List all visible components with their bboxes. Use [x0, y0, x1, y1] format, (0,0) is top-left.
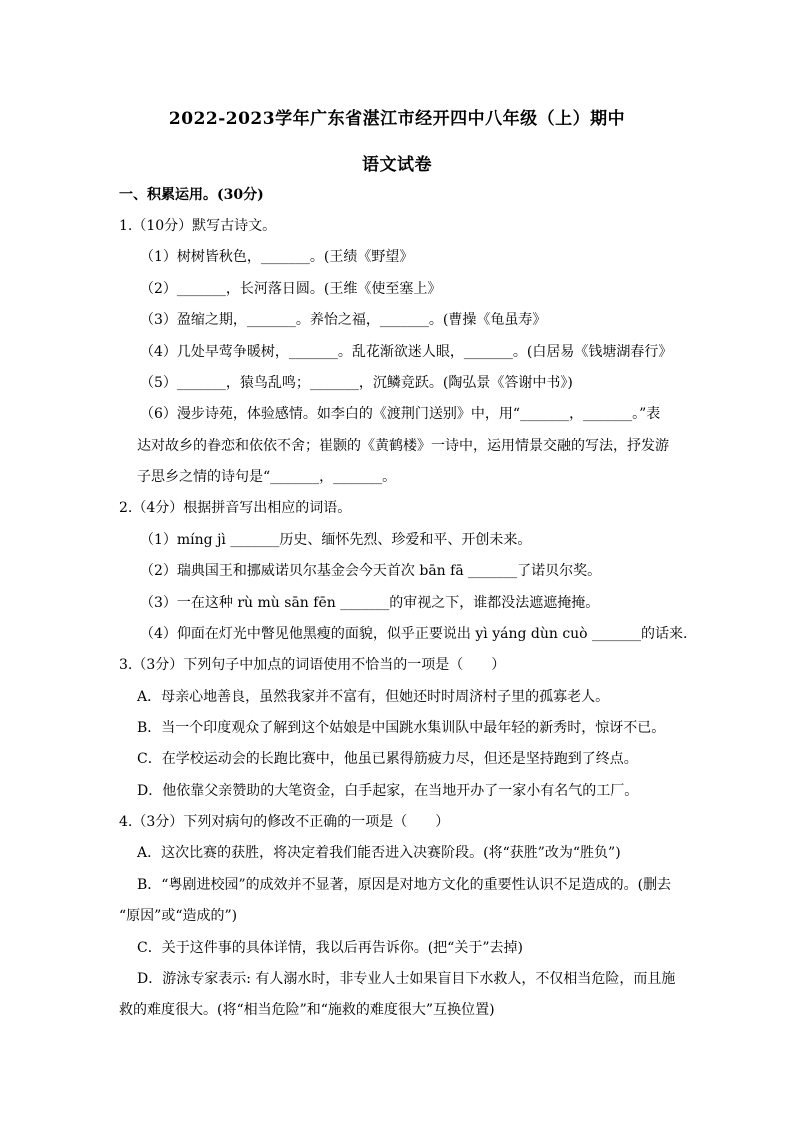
question-4-option-d: D．游泳专家表示: 有人溺水时，非专业人士如果盲目下水救人，不仅相当危险，而且施 — [137, 971, 676, 987]
question-2-item: （4）仰面在灯光中瞥见他黑瘦的面貌，似乎正要说出 yì yáng dùn cuò _______的话来. — [140, 626, 688, 642]
question-3-option-b: B．当一个印度观众了解到这个姑娘是中国跳水集训队中最年轻的新秀时，惊讶不已。 — [137, 720, 666, 736]
section-heading: 一、积累运用。(30分) — [119, 187, 264, 203]
question-4-option-c: C．关于这件事的具体详情，我以后再告诉你。(把“关于”去掉) — [137, 940, 523, 956]
question-1-item-cont: 子思乡之情的诗句是“_______，_______。 — [137, 469, 397, 485]
question-4-option-d-cont: 救的难度很大。(将“相当危险”和“施救的难度很大”互换位置) — [119, 1002, 495, 1018]
question-4-option-b: B．“粤剧进校园”的成效并不显著，原因是对地方文化的重要性认识不足造成的。(删去 — [137, 877, 672, 893]
question-4-stem: 4.（3分）下列对病句的修改不正确的一项是（ ） — [119, 814, 450, 830]
question-2-item: （2）瑞典国王和挪威诺贝尔基金会今天首次 bān fā _______了诺贝尔奖。 — [140, 563, 602, 579]
question-1-item: （5）_______，猿鸟乱鸣；_______，沉鳞竞跃。(陶弘景《答谢中书》) — [140, 375, 573, 391]
question-3-option-a: A．母亲心地善良，虽然我家并不富有，但她还时时周济村子里的孤寡老人。 — [137, 689, 610, 705]
question-2-item: （1）míng jì _______历史、缅怀先烈、珍爱和平、开创未来。 — [140, 532, 532, 548]
question-1-item: （1）树树皆秋色，_______。(王绩《野望》 — [140, 249, 414, 265]
question-3-option-c: C．在学校运动会的长跑比赛中，他虽已累得筋疲力尽，但还是坚持跑到了终点。 — [137, 751, 638, 767]
exam-title-line2: 语文试卷 — [362, 155, 432, 175]
question-2-stem: 2.（4分）根据拼音写出相应的词语。 — [119, 500, 352, 516]
question-1-item: （4）几处早莺争暖树，_______。乱花渐欲迷人眼，_______。(白居易《钱塘湖春行》 — [140, 344, 673, 360]
question-1-item-cont: 达对故乡的眷恋和依依不舍；崔颢的《黄鹤楼》一诗中，运用情景交融的写法，抒发游 — [137, 438, 669, 454]
question-4-option-a: A．这次比赛的获胜，将决定着我们能否进入决赛阶段。(将“获胜”改为“胜负”) — [137, 845, 621, 861]
exam-title-line1: 2022-2023学年广东省湛江市经开四中八年级（上）期中 — [168, 109, 626, 129]
question-1-item: （3）盈缩之期，_______。养怡之福，_______。(曹操《龟虽寿》 — [140, 312, 547, 328]
question-3-stem: 3.（3分）下列句子中加点的词语使用不恰当的一项是（ ） — [119, 657, 506, 673]
question-2-item: （3）一在这种 rù mù sān fēn _______的审视之下，谁都没法遮遮掩掩。 — [140, 595, 600, 611]
question-1-item: （2）_______，长河落日圆。(王维《使至塞上》 — [140, 281, 442, 297]
question-1-item: （6）漫步诗苑，体验感情。如李白的《渡荆门送别》中，用“_______，_______。”表 — [140, 406, 661, 422]
question-1-stem: 1.（10分）默写古诗文。 — [119, 218, 277, 234]
question-3-option-d: D．他依靠父亲赞助的大笔资金，白手起家，在当地开办了一家小有名气的工厂。 — [137, 783, 639, 799]
question-4-option-b-cont: “原因”或“造成的”) — [119, 908, 238, 924]
